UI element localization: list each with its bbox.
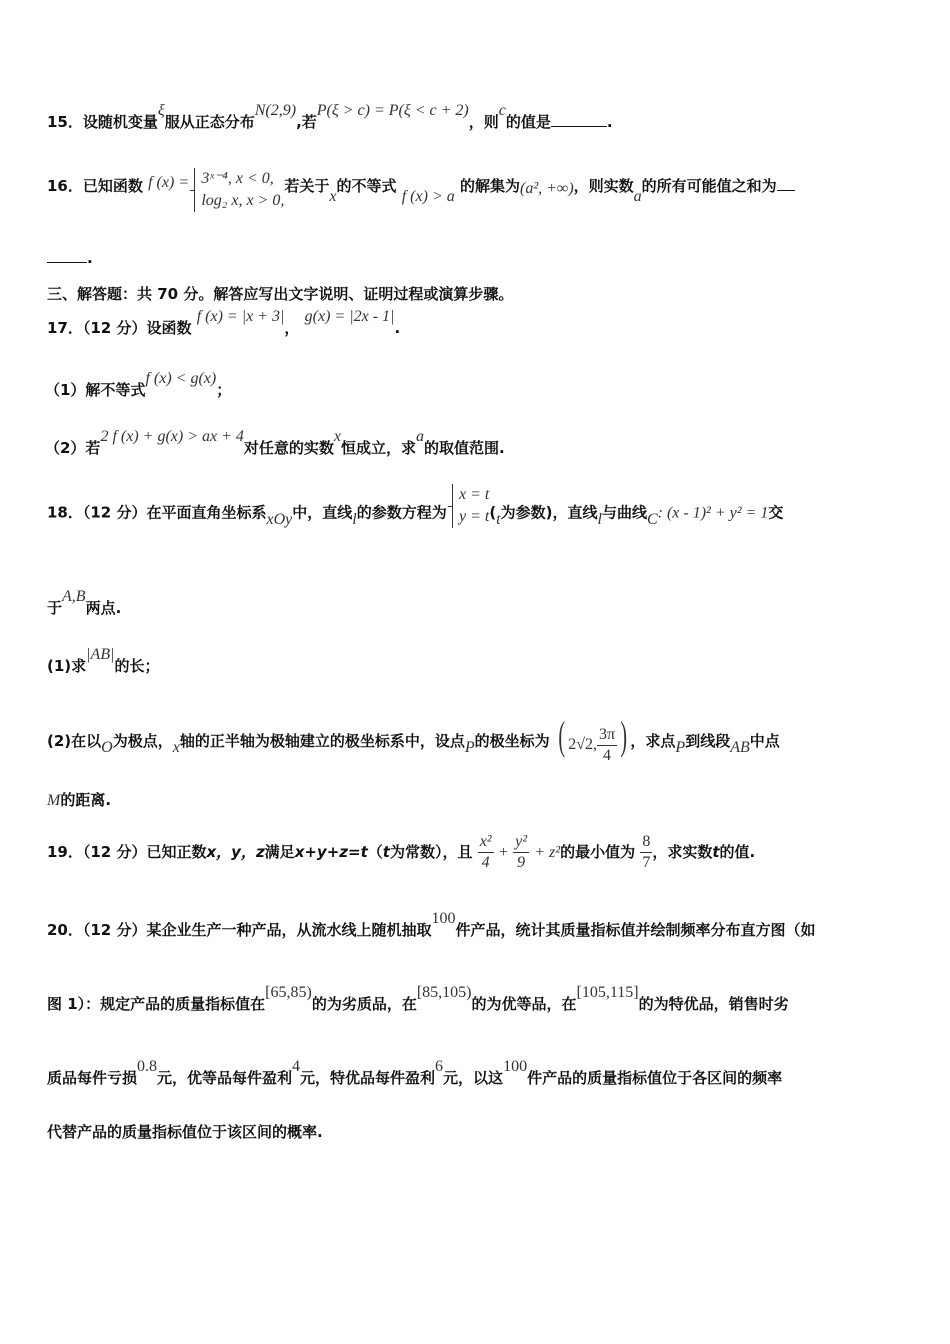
q17-f: f (x) = |x + 3| [196,308,285,325]
q17-part1-label: （1）解不等式 [45,381,146,399]
fraction-numerator: 3π [597,725,617,746]
right-paren: ) [620,713,628,758]
q20-text: 图 1）：规定产品的质量指标值在 [47,995,266,1013]
question-18-part2-continued [47,790,910,811]
q16-text: 的解集为 [459,176,520,195]
q20-text: 的为特优品，销售时劣 [638,995,789,1013]
q16-text: . [87,249,93,267]
q16-text: 的不等式 [336,176,397,195]
q17-text: 的取值范围. [424,439,505,457]
q19-vars: x，y，z [206,843,265,861]
q18-polar-r: 2√2, [568,736,597,753]
q16-text: 的所有可能值之和为 [641,176,777,195]
q18-text: 两点. [85,599,122,617]
left-paren: ( [558,713,565,758]
q17-text: . [394,319,401,337]
q18-part1-label: (1)求 [47,657,87,675]
answer-blank [551,112,607,127]
q15-label: 15．设随机变量 [47,113,158,131]
q18-part2-label: (2)在以 [47,732,102,750]
q19-t: t [382,843,390,861]
q18-parametric [452,484,489,528]
q20-n2: 100 [503,1058,528,1075]
fraction-numerator: 8 [640,832,652,853]
q18-x: x [172,739,180,756]
q18-text: 中点 [749,732,780,750]
q18-eq2: y = t [458,508,490,525]
q17-label: 17．（12 分）设函数 [47,319,192,337]
q19-z-term: + z² [534,844,561,861]
q18-curve: : (x - 1)² + y² = 1 [657,504,769,522]
fraction-denominator: 7 [642,854,651,871]
q18-M: M [47,792,61,809]
fraction-denominator: 9 [517,854,526,871]
q18-text: 的参数方程为 [356,503,447,522]
q20-label: 20．（12 分）某企业生产一种产品，从流水线上随机抽取 [47,921,432,939]
q20-text: 的为劣质品，在 [311,995,417,1013]
q16-text: ，则实数 [573,176,634,195]
q17-text: 对任意的实数 [243,439,334,457]
question-16 [47,168,910,212]
q16-case2: log₂ x, x > 0, [201,192,285,209]
q18-text: 轴的正半轴为极轴建立的极坐标系中，设点 [179,732,465,750]
q18-label: 18．（12 分）在平面直角坐标系 [47,503,267,522]
question-20-line2 [47,984,910,1015]
question-20 [47,910,910,941]
q18-text: 为极点， [112,732,173,750]
q18-text: 的极坐标为 [474,732,550,750]
q20-text: 元，优等品每件盈利 [157,1069,293,1087]
answer-blank [47,248,87,263]
q15-distribution: N(2,9) [254,102,297,119]
q18-P2: P [675,739,686,756]
q17-text: 恒成立，求 [341,439,417,457]
q19-min-value [640,832,652,873]
q18-text: 的长； [114,657,160,675]
q18-P: P [464,739,475,756]
q18-text: 中，直线 [292,503,353,522]
question-20-line3 [47,1058,910,1089]
q18-text: ( [489,503,497,522]
q19-text: （ [367,843,383,861]
question-17 [47,308,910,339]
q20-loss: 0.8 [137,1058,158,1075]
plus-sign: + [498,844,508,861]
q20-profit2: 6 [435,1058,444,1075]
question-18 [47,486,910,528]
q19-text: 满足 [264,843,295,861]
q17-text: ； [216,381,232,399]
fraction-denominator: 4 [481,854,490,871]
q18-abs-AB: |AB| [86,646,115,663]
question-16-continued [47,248,910,268]
q18-AB2: AB [730,739,750,756]
q20-range2: [85,105) [416,984,472,1001]
q17-a: a [416,428,425,445]
q15-c: c [498,102,506,119]
q20-text: 质品每件亏损 [47,1069,138,1087]
q20-text: 件产品的质量指标值位于各区间的频率 [527,1069,783,1087]
q17-text: ， [284,319,300,337]
q19-frac-y [513,832,529,873]
q18-polar-coords [555,713,631,767]
q15-xi: ξ [157,102,165,119]
q16-a: a [633,187,642,205]
section-heading: 三、解答题：共 70 分。解答应写出文字说明、证明过程或演算步骤。 [47,285,514,303]
q19-frac-x [478,832,494,873]
q20-range3: [105,115] [576,984,639,1001]
fraction-denominator: 4 [603,747,612,765]
question-19 [47,830,910,875]
q17-part2-expr: 2 f (x) + g(x) > ax + 4 [100,428,244,445]
q17-g: g(x) = |2x - 1| [304,308,395,325]
q16-text: 若关于 [284,176,330,195]
fraction-numerator: x² [478,832,494,853]
q15-text: 服从正态分布 [164,113,255,131]
answer-blank [777,176,795,191]
q16-x: x [329,187,337,205]
q15-text: 的值是 [505,113,551,131]
q18-xoy: xOy [266,510,293,528]
q18-text: 到线段 [685,732,731,750]
q20-text: 元，特优品每件盈利 [300,1069,436,1087]
q18-text: 与曲线 [601,503,647,522]
q18-text: 于 [47,599,63,617]
q20-n: 100 [431,910,456,927]
q18-C: C [646,510,658,528]
question-18-line2 [47,588,910,619]
q18-text: 的距离. [60,791,112,809]
q19-text: 的最小值为 [560,843,636,861]
q16-inequality: f (x) > a [401,187,455,205]
q18-text: 交 [768,503,784,522]
q20-text: 件产品，统计其质量指标值并绘制频率分布直方图（如 [455,921,816,939]
q15-text: ,若 [296,113,317,131]
question-17-part2 [45,428,910,459]
q20-range1: [65,85) [265,984,312,1001]
q18-l: l [352,510,357,528]
question-18-part1 [47,646,910,677]
q15-condition: P(ξ > c) = P(ξ < c + 2) [316,102,469,119]
fraction-numerator: y² [513,832,529,853]
q16-case1: 3ˣ⁻⁴, x < 0, [201,170,274,187]
q18-l2: l [597,510,602,528]
q19-t2: t [712,843,720,861]
q16-piecewise [194,168,284,212]
question-20-line4: 代替产品的质量指标值位于该区间的概率. [47,1123,323,1141]
q18-text: ，求点 [630,732,676,750]
q16-solution-set: (a², +∞) [519,179,574,197]
q18-text: 为参数)，直线 [500,503,598,522]
q20-text: 的为优等品，在 [471,995,577,1013]
q20-text: 元，以这 [443,1069,504,1087]
q17-part2-label: （2）若 [45,439,101,457]
q16-label: 16．已知函数 [47,176,143,195]
question-15 [47,102,910,133]
q16-fx: f (x) = [148,173,190,191]
q18-eq1: x = t [458,486,490,503]
q18-AB: A,B [62,588,86,605]
q18-t: t [496,510,501,528]
q19-eq: x+y+z=t [294,843,368,861]
question-17-part1 [45,370,910,401]
q17-part1-expr: f (x) < g(x) [145,370,217,387]
q15-text: . [606,113,613,131]
q19-text: 为常数），且 [389,843,473,861]
q18-O: O [101,739,113,756]
q17-x: x [333,428,342,445]
q19-label: 19．（12 分）已知正数 [47,843,207,861]
q20-profit1: 4 [292,1058,301,1075]
question-18-part2 [47,713,910,767]
q19-text: 的值. [719,843,756,861]
q15-text: ，则 [468,113,499,131]
q19-text: ，求实数 [652,843,713,861]
q18-polar-angle [597,725,617,766]
